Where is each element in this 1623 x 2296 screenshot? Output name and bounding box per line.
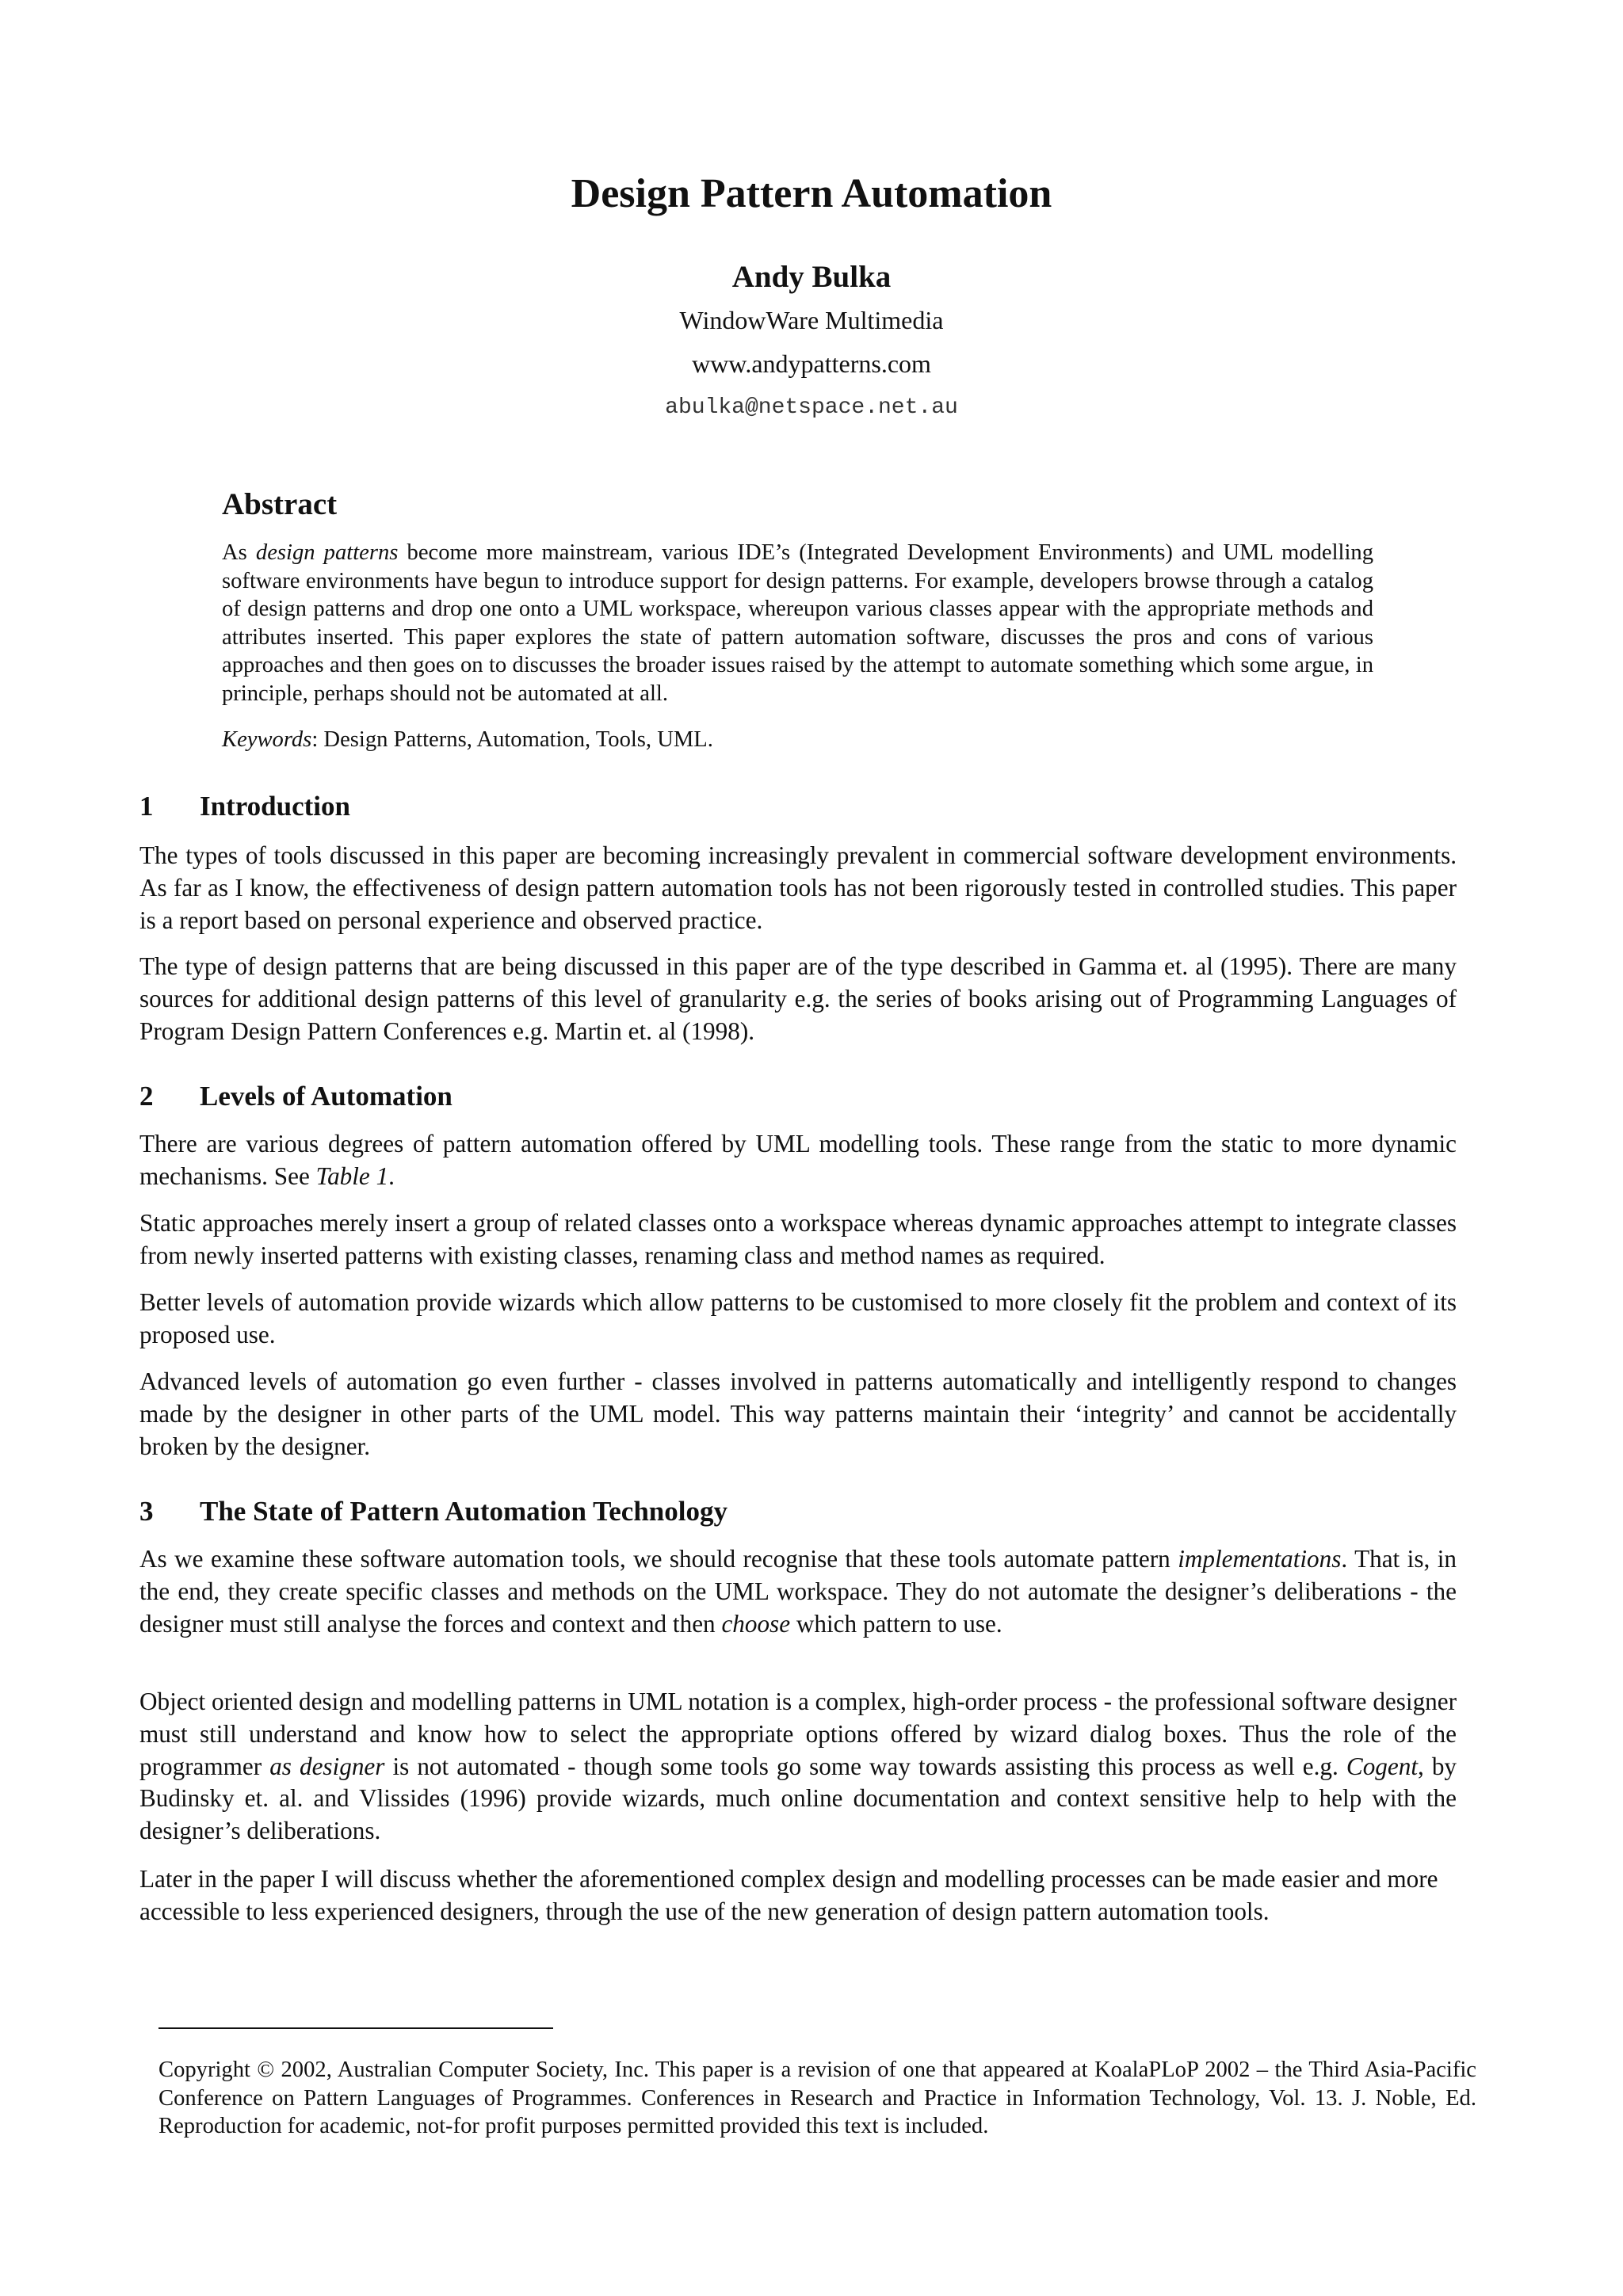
emphasis: choose [721,1609,791,1638]
abstract-text-part: . [662,681,668,706]
paragraph: The types of tools discussed in this paper are becoming increasingly prevalent in commercial software development environments. As far as I know, the effectiveness of design pattern automation tools has not been rigorously tested in controlled studies. This paper is a report based on personal experience and observed practice. [139,841,1457,934]
section-number: 2 [139,1081,154,1112]
paragraph-text: As we examine these software automation tools, we should recognise that these tools automate pattern [139,1545,1178,1573]
section-number: 3 [139,1496,154,1527]
paragraph-text: , by Budinsky et. al. and Vlissides (1996) provide wizards, much online documentation and context sensitive help to help with the designer’s deliberations. [139,1752,1457,1845]
section-heading-levels-of-automation [139,1079,453,1114]
paragraph: Better levels of automation provide wizards which allow patterns to be customised to more closely fit the problem and context of its proposed use. [139,1288,1457,1348]
footnote-rule [158,2027,553,2029]
paragraph [139,1686,1457,1848]
abstract-emphasis: design patterns [255,540,399,565]
section-number: 1 [139,791,154,822]
author-email: abulka@netspace.net.au [665,395,958,420]
paragraph: Later in the paper I will discuss whether the aforementioned complex design and modelling processes can be made easier and more accessible to less experienced designers, through the use of the new generation of design pattern automation tools. [139,1865,1438,1925]
keywords-text: : Design Patterns, Automation, Tools, UML. [311,727,713,752]
paragraph: Static approaches merely insert a group of related classes onto a workspace whereas dynamic approaches attempt to integrate classes from newly inserted patterns with existing classes, renaming class and method names as required. [139,1209,1457,1269]
paragraph-text: There are various degrees of pattern automation offered by UML modelling tools. These range from the static to more dynamic mechanisms. See [139,1130,1457,1190]
paragraph: Advanced levels of automation go even further - classes involved in patterns automatically and intelligently respond to changes made by the designer in other parts of the UML model. This way patterns maintain their ‘integrity’ and cannot be accidentally broken by the designer. [139,1367,1457,1460]
emphasis: as designer [269,1752,385,1780]
copyright-footnote: Copyright © 2002, Australian Computer Society, Inc. This paper is a revision of one that appeared at KoalaPLoP 2002 – the Third Asia-Pacific Conference on Pattern Languages of Programmes. Conferences in Research and Practice in Information Technology, Vol. 13. J. Noble, Ed. Reproduction for academic, not-for profit purposes permitted provided this text is included. [158,2058,1476,2138]
section-title: Introduction [200,791,350,822]
abstract-text-part: As [222,540,256,565]
keywords-label: Keywords [222,727,312,752]
author-website: www.andypatterns.com [692,349,931,378]
paragraph-text: . [388,1161,395,1190]
abstract-text-part: become more mainstream, various IDE’s (Integrated Development Environments) and UML modelling software environments have begun to introduce support for design patterns. For example, developers browse through a catalog of design patterns and drop one onto a UML workspace, whereupon various classes appear with the appropriate methods and attributes inserted. This paper explores the state of pattern automation software, discusses the pros and cons of various approaches and then goes on to discusses the broader issues raised by the attempt to automate something which some argue, in principle, perhaps should not be automated at all [222,540,1373,706]
paper-title: Design Pattern Automation [571,171,1052,216]
section-heading-introduction [139,789,350,824]
table-reference: Table 1 [315,1161,389,1190]
emphasis: implementations [1178,1545,1342,1573]
keywords-line [222,726,1373,754]
author-affiliation: WindowWare Multimedia [679,306,944,334]
section-title: Levels of Automation [200,1081,453,1112]
abstract-heading: Abstract [222,487,338,521]
paragraph-text: which pattern to use. [790,1609,1002,1638]
paragraph [139,1543,1457,1640]
paragraph-text: Object oriented design and modelling patterns in UML notation is a complex, high-order process - the professional software designer must still understand and know how to select the appropriate options offered by wizard dialog boxes. Thus the role of the programmer [139,1688,1457,1780]
section-title: The State of Pattern Automation Technology [200,1496,727,1527]
paragraph [139,1128,1457,1193]
abstract-text [222,539,1373,708]
paragraph-text: . That is, in the end, they create specific classes and methods on the UML workspace. They do not automate the designer’s deliberations - the designer must still analyse the forces and context and then [139,1545,1457,1638]
section-heading-state-of-technology [139,1494,727,1529]
emphasis: Cogent [1346,1752,1418,1780]
paragraph-text: is not automated - though some tools go some way towards assisting this process as well e.g. [384,1752,1346,1780]
paragraph: The type of design patterns that are being discussed in this paper are of the type described in Gamma et. al (1995). There are many sources for additional design patterns of this level of granularity e.g. the series of books arising out of Programming Languages of Program Design Pattern Conferences e.g. Martin et. al (1998). [139,952,1457,1045]
author-name: Andy Bulka [731,260,892,294]
